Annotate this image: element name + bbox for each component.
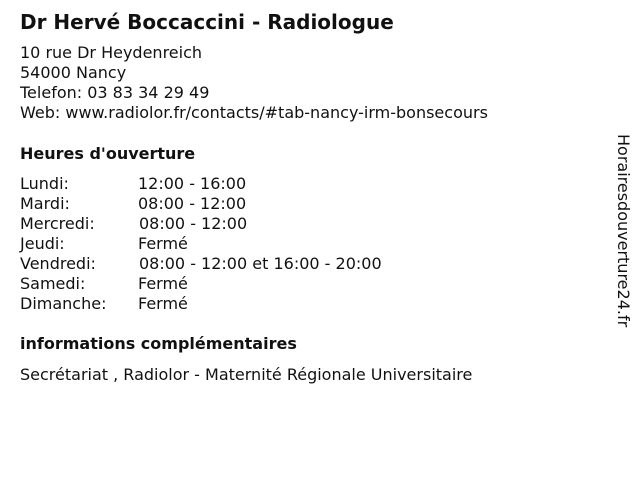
day-label: Dimanche: [20, 294, 107, 313]
hours-value: Fermé [138, 234, 188, 253]
hours-value: Fermé [138, 294, 188, 313]
info-heading: informations complémentaires [20, 334, 297, 353]
day-label: Mercredi: [20, 214, 95, 233]
hours-value: 12:00 - 16:00 [138, 174, 247, 193]
day-label: Mardi: [20, 194, 70, 213]
hours-value: 08:00 - 12:00 et 16:00 - 20:00 [139, 254, 382, 273]
page-title: Dr Hervé Boccaccini - Radiologue [20, 10, 394, 34]
hours-value: 08:00 - 12:00 [139, 214, 248, 233]
hours-value: Fermé [138, 274, 188, 293]
website-link[interactable]: Web: www.radiolor.fr/contacts/#tab-nancy-irm-bonsecours [20, 103, 488, 122]
day-label: Lundi: [20, 174, 69, 193]
phone-number: Telefon: 03 83 34 29 49 [20, 83, 210, 102]
street-address: 10 rue Dr Heydenreich [20, 43, 203, 62]
day-label: Vendredi: [20, 254, 96, 273]
city-postal-code: 54000 Nancy [20, 63, 127, 82]
hours-heading: Heures d'ouverture [20, 144, 196, 163]
day-label: Jeudi: [20, 234, 65, 253]
info-text: Secrétariat , Radiolor - Maternité Régionale Universitaire [20, 365, 473, 384]
day-label: Samedi: [20, 274, 86, 293]
address-block [20, 43, 488, 123]
hours-value: 08:00 - 12:00 [138, 194, 247, 213]
site-watermark: Horairesdouverture24.fr [614, 134, 633, 328]
